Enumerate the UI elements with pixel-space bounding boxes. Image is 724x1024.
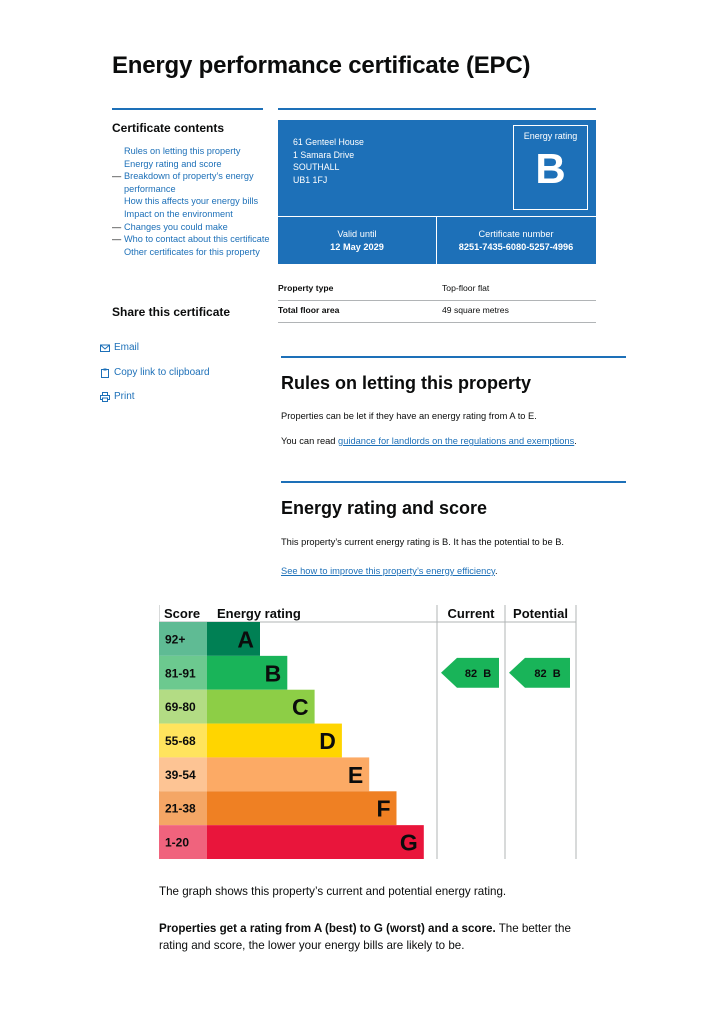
address-line: UB1 1FJ: [293, 174, 328, 185]
share-heading: Share this certificate: [112, 305, 231, 319]
rating-paragraph: This property’s current energy rating is B. It has the potential to be B.: [281, 537, 565, 547]
current-rating-label: 82 B: [464, 667, 492, 680]
rating-section-rule: [281, 481, 626, 483]
toc-link-label: Breakdown of property’s energy performance: [124, 171, 254, 194]
address-line: 1 Samara Drive: [293, 149, 355, 160]
page-title: Energy performance certificate (EPC): [112, 52, 531, 79]
panel-divider: [278, 216, 596, 217]
header-energy-rating: Energy rating: [217, 606, 301, 621]
toc-link-label: Rules on letting this property: [124, 146, 241, 156]
band-score-label: 21-38: [165, 801, 196, 816]
toc-link[interactable]: [112, 233, 272, 246]
toc-link-label: How this affects your energy bills: [124, 196, 259, 207]
band-bar-g: [207, 825, 424, 859]
improve-suffix: .: [494, 566, 498, 576]
clipboard-icon: [100, 368, 110, 378]
band-bar-e: [207, 757, 369, 791]
rating-explanation: [159, 921, 589, 954]
band-score-label: 92+: [165, 632, 186, 647]
header-score: Score: [164, 606, 201, 621]
toc-link[interactable]: [112, 145, 272, 158]
envelope-icon: [100, 343, 110, 353]
rules-section-rule: [281, 356, 626, 358]
valid-until-value: 12 May 2029: [330, 241, 384, 252]
certificate-summary-panel: [278, 120, 596, 264]
rating-heading: Energy rating and score: [281, 498, 488, 518]
table-of-contents: [112, 145, 272, 258]
share-email-label: Email: [114, 342, 140, 353]
contents-heading: Certificate contents: [112, 121, 225, 135]
rating-explanation-rest: The better the rating and score, the lower your energy bills are likely to be.: [159, 922, 571, 952]
valid-until: [278, 228, 436, 253]
band-letter: E: [347, 761, 364, 788]
energy-rating-chart: [159, 605, 577, 859]
property-type-value: Top-floor flat: [442, 283, 490, 293]
property-type-row: [278, 278, 596, 301]
toc-dash: —: [112, 171, 122, 182]
toc-link-label: Impact on the environment: [124, 208, 233, 219]
band-letter: B: [264, 660, 282, 687]
band-letter: G: [399, 829, 418, 856]
toc-link[interactable]: [112, 170, 272, 195]
certificate-number-value: 8251-7435-6080-5257-4996: [458, 241, 574, 252]
panel-top-rule: [278, 108, 596, 110]
band-score-label: 69-80: [165, 700, 196, 715]
toc-link[interactable]: [112, 221, 272, 234]
energy-rating-graph: [159, 605, 577, 859]
share-email-link[interactable]: [100, 342, 139, 353]
rules-paragraph: Properties can be let if they have an energy rating from A to E.: [281, 411, 537, 421]
rating-explanation-bold: Properties get a rating from A (best) to G (worst) and a score.: [159, 922, 496, 935]
band-score-label: 39-54: [165, 767, 196, 782]
print-label: Print: [114, 391, 135, 402]
header-potential: Potential: [513, 606, 568, 621]
floor-area-key: Total floor area: [278, 305, 340, 315]
guidance-paragraph: [281, 436, 577, 446]
property-type-key: Property type: [278, 283, 334, 293]
header-current: Current: [447, 606, 495, 621]
band-letter: C: [291, 694, 309, 721]
toc-link-label: Other certificates for this property: [124, 246, 260, 257]
copy-link-label: Copy link to clipboard: [114, 367, 210, 378]
valid-until-label: Valid until: [337, 229, 377, 239]
guidance-suffix: .: [574, 436, 577, 446]
certificate-number: [437, 228, 595, 253]
copy-link-button[interactable]: [100, 367, 210, 378]
toc-link-label: Energy rating and score: [124, 158, 222, 169]
band-bar-f: [207, 791, 397, 825]
address-line: 61 Genteel House: [293, 137, 364, 147]
band-letter: D: [319, 728, 336, 754]
sidebar-top-rule: [112, 108, 263, 110]
property-address: [293, 136, 364, 186]
certificate-number-label: Certificate number: [478, 229, 554, 239]
toc-link[interactable]: [112, 246, 272, 259]
improve-paragraph: [281, 566, 498, 576]
band-score-label: 55-68: [165, 734, 196, 748]
band-score-label: 1-20: [165, 835, 190, 850]
band-score-label: 81-91: [165, 666, 196, 681]
guidance-prefix: You can read: [281, 436, 339, 446]
toc-dash: —: [112, 221, 122, 232]
printer-icon: [100, 392, 110, 402]
floor-area-row: [278, 300, 596, 323]
toc-link-label: Changes you could make: [124, 221, 228, 232]
floor-area-value: 49 square metres: [442, 305, 509, 315]
toc-link[interactable]: [112, 158, 272, 171]
improve-efficiency-link[interactable]: See how to improve this property’s energy efficiency: [281, 566, 495, 576]
energy-rating-box: [513, 125, 588, 210]
toc-link[interactable]: [112, 195, 272, 208]
band-letter: A: [237, 626, 254, 653]
rules-heading: Rules on letting this property: [281, 373, 532, 393]
toc-dash: —: [112, 234, 122, 245]
toc-link[interactable]: [112, 208, 272, 221]
toc-link-label: Who to contact about this certificate: [124, 234, 270, 245]
band-letter: F: [376, 795, 391, 822]
energy-rating-letter: B: [535, 145, 566, 192]
print-button[interactable]: [100, 391, 135, 402]
energy-rating-label: Energy rating: [523, 131, 578, 141]
landlord-guidance-link[interactable]: guidance for landlords on the regulations and exemptions: [338, 436, 575, 446]
address-line: SOUTHALL: [293, 162, 340, 172]
potential-rating-label: 82 B: [534, 667, 561, 680]
graph-caption: The graph shows this property’s current and potential energy rating.: [159, 885, 507, 898]
